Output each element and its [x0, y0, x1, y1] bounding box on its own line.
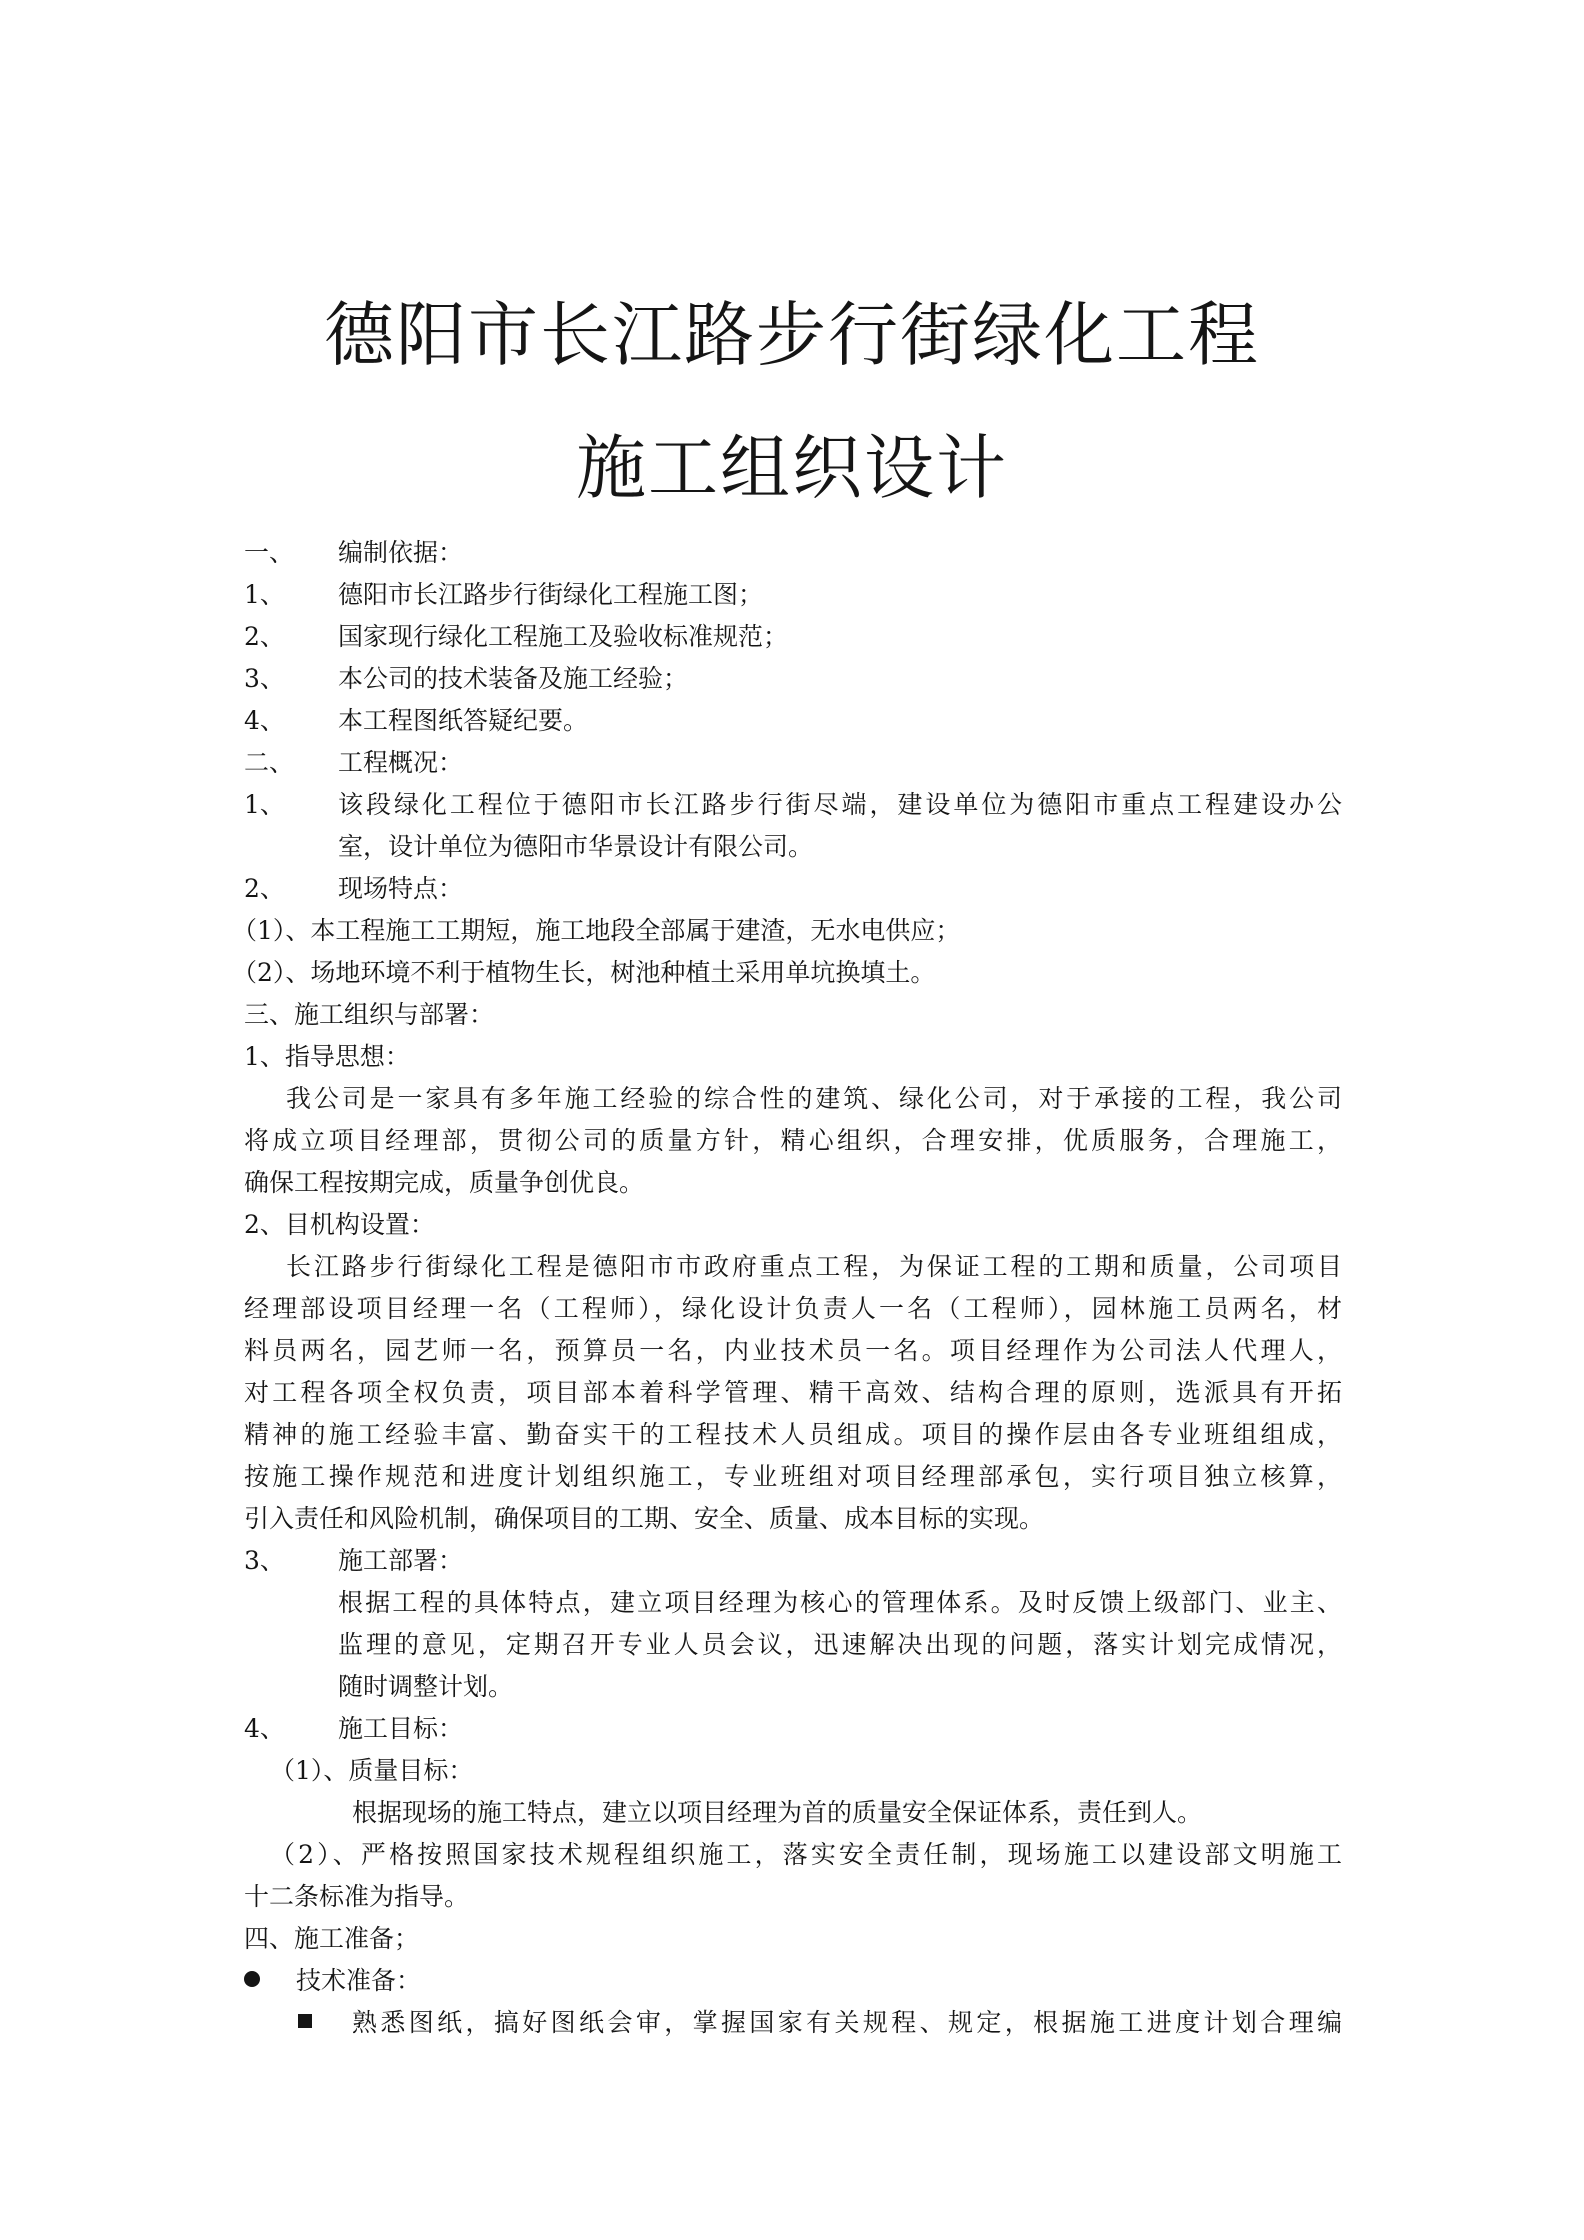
list-number: 3、 [244, 664, 285, 693]
paragraph-line: 确保工程按期完成，质量争创优良。 [244, 1168, 645, 1197]
paragraph-line: 精神的施工经验丰富、勤奋实干的工程技术人员组成。项目的操作层由各专业班组组成， [244, 1420, 1342, 1449]
sub-item: （2）、场地环境不利于植物生长，树池种植土采用单坑换填土。 [232, 958, 936, 987]
paragraph-line: 引入责任和风险机制，确保项目的工期、安全、质量、成本目标的实现。 [244, 1504, 1045, 1533]
list-number: 1、 [244, 790, 285, 819]
list-item: 现场特点： [338, 874, 464, 903]
list-item: 国家现行绿化工程施工及验收标准规范； [338, 622, 789, 651]
list-item: 本公司的技术装备及施工经验； [338, 664, 689, 693]
subsection-heading: 施工目标： [338, 1714, 464, 1743]
document-title: 德阳市长江路步行街绿化工程 [324, 294, 1260, 376]
section-number: 一、 [244, 538, 295, 567]
document-subtitle: 施工组织设计 [576, 427, 1008, 509]
paragraph-line: 我公司是一家具有多年施工经验的综合性的建筑、绿化公司，对于承接的工程，我公司 [286, 1084, 1342, 1113]
list-number: 2、 [244, 622, 285, 651]
paragraph-line: 室，设计单位为德阳市华景设计有限公司。 [338, 832, 814, 861]
section-heading: 四、施工准备； [244, 1924, 420, 1953]
subsection-heading: 1、指导思想： [244, 1042, 410, 1071]
section-number: 二、 [244, 748, 295, 777]
paragraph-line: 根据工程的具体特点，建立项目经理为核心的管理体系。及时反馈上级部门、业主、 [338, 1588, 1342, 1617]
section-heading: 工程概况： [338, 748, 464, 777]
paragraph-line: 经理部设项目经理一名（工程师），绿化设计负责人一名（工程师），园林施工员两名，材 [244, 1294, 1342, 1323]
section-heading: 三、施工组织与部署： [244, 1000, 495, 1029]
square-bullet-icon [298, 2014, 312, 2028]
list-item: 本工程图纸答疑纪要。 [338, 706, 589, 735]
sub-item: （1）、质量目标： [270, 1756, 474, 1785]
list-number: 4、 [244, 706, 285, 735]
list-number: 1、 [244, 580, 285, 609]
section-heading: 编制依据： [338, 538, 464, 567]
subsection-heading: 施工部署： [338, 1546, 464, 1575]
paragraph-line: 料员两名，园艺师一名，预算员一名，内业技术员一名。项目经理作为公司法人代理人， [244, 1336, 1342, 1365]
paragraph-line: 随时调整计划。 [338, 1672, 514, 1701]
paragraph-line: 十二条标准为指导。 [244, 1882, 470, 1911]
paragraph-line: 根据现场的施工特点，建立以项目经理为首的质量安全保证体系，责任到人。 [352, 1798, 1203, 1827]
subsection-heading: 2、目机构设置： [244, 1210, 435, 1239]
list-number: 2、 [244, 874, 285, 903]
bullet-item: 熟悉图纸，搞好图纸会审，掌握国家有关规程、规定，根据施工进度计划合理编 [352, 2008, 1342, 2037]
paragraph-line: 按施工操作规范和进度计划组织施工，专业班组对项目经理部承包，实行项目独立核算， [244, 1462, 1342, 1491]
list-number: 4、 [244, 1714, 285, 1743]
sub-item: （1）、本工程施工工期短，施工地段全部属于建渣，无水电供应； [232, 916, 961, 945]
paragraph-line: 该段绿化工程位于德阳市长江路步行街尽端，建设单位为德阳市重点工程建设办公 [338, 790, 1342, 819]
bullet-dot-icon [244, 1971, 260, 1987]
paragraph-line: 对工程各项全权负责，项目部本着科学管理、精干高效、结构合理的原则，选派具有开拓 [244, 1378, 1342, 1407]
paragraph-line: 监理的意见，定期召开专业人员会议，迅速解决出现的问题，落实计划完成情况， [338, 1630, 1342, 1659]
list-number: 3、 [244, 1546, 285, 1575]
paragraph-line: 将成立项目经理部，贯彻公司的质量方针，精心组织，合理安排，优质服务，合理施工， [244, 1126, 1342, 1155]
list-item: 德阳市长江路步行街绿化工程施工图； [338, 580, 764, 609]
paragraph-line: 长江路步行街绿化工程是德阳市市政府重点工程，为保证工程的工期和质量，公司项目 [286, 1252, 1342, 1281]
bullet-item: 技术准备： [296, 1966, 422, 1995]
sub-item: （2）、严格按照国家技术规程组织施工，落实安全责任制，现场施工以建设部文明施工 [270, 1840, 1342, 1869]
